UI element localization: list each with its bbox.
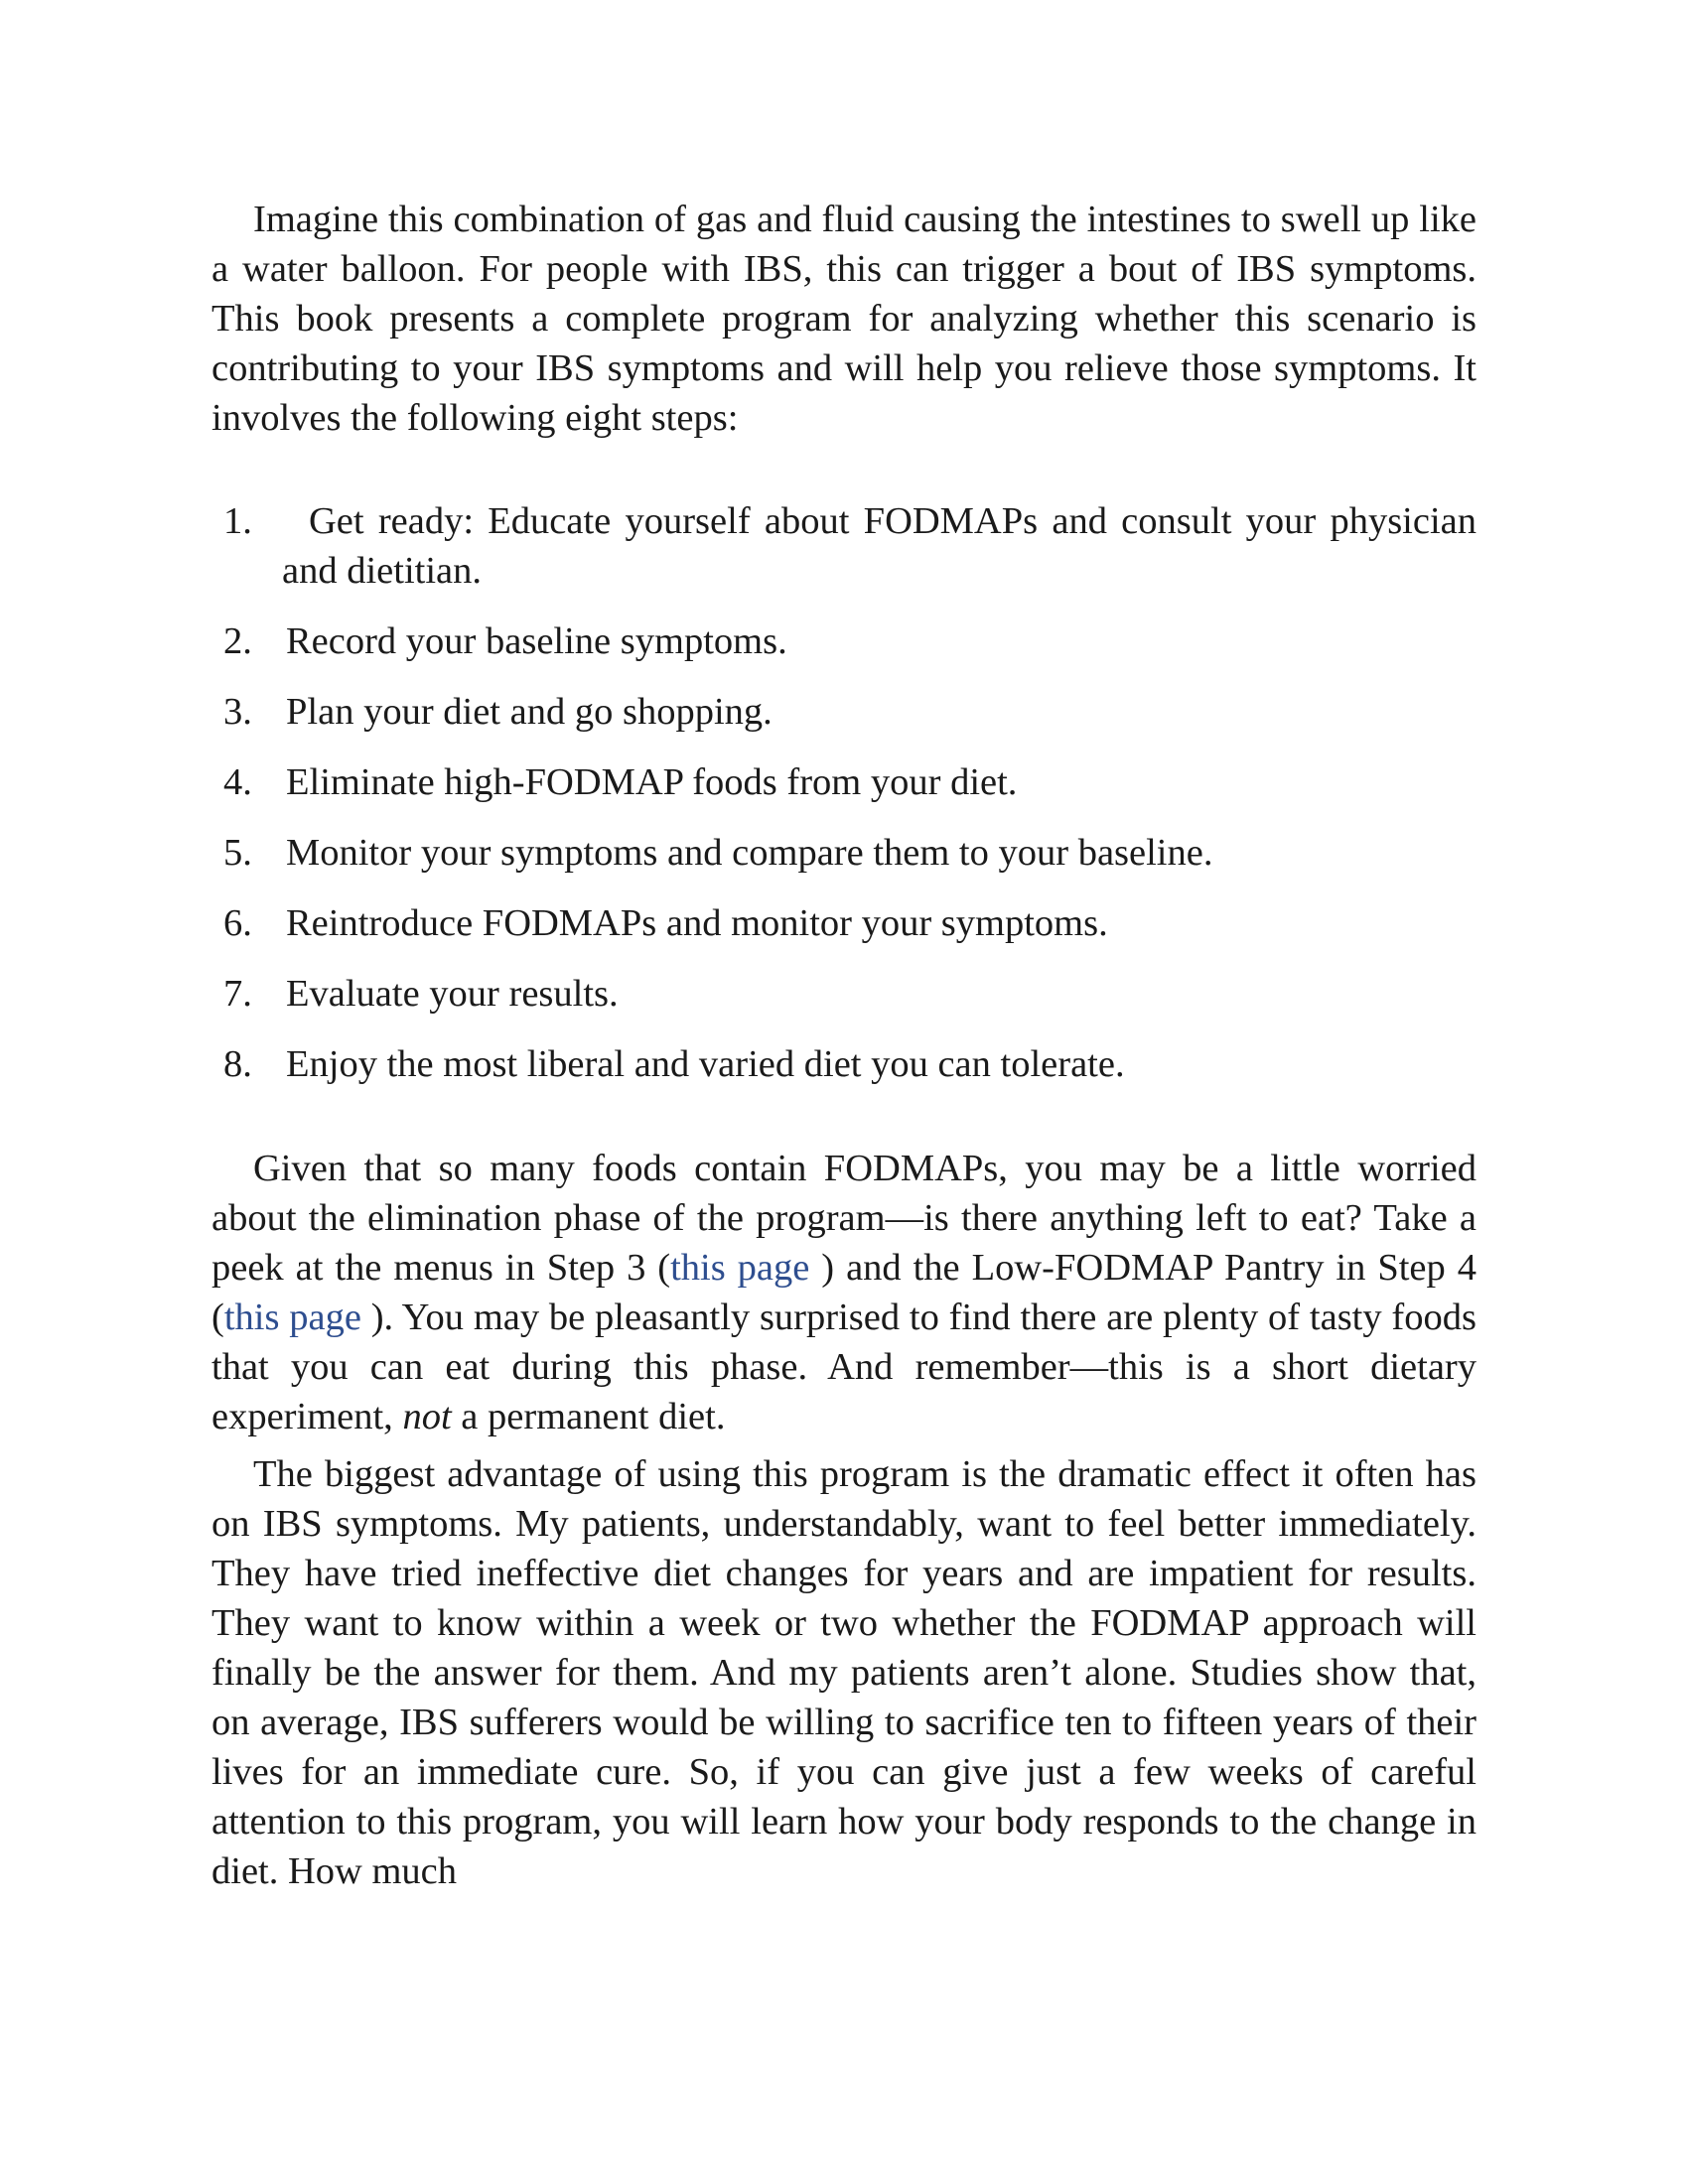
step-text: Eliminate high-FODMAP foods from your diet.	[286, 761, 1018, 803]
book-page	[211, 195, 1477, 1896]
list-item	[211, 828, 1477, 878]
step-text: Monitor your symptoms and compare them to your baseline.	[286, 832, 1213, 874]
elimination-paragraph	[211, 1144, 1477, 1441]
list-item	[211, 687, 1477, 737]
step-text: Reintroduce FODMAPs and monitor your symptoms.	[286, 902, 1108, 944]
list-item	[211, 616, 1477, 666]
step-number: 6.	[223, 902, 252, 944]
advantage-paragraph: The biggest advantage of using this program is the dramatic effect it often has on IBS symptoms. My patients, understandably, want to feel better immediately. They have tried ineffective diet changes for years and are impatient for results. They want to know within a week or two whether the FODMAP approach will finally be the answer for them. And my patients aren’t alone. Studies show that, on average, IBS sufferers would be willing to sacrifice ten to fifteen years of their lives for an immediate cure. So, if you can give just a few weeks of careful attention to this program, you will learn how your body responds to the change in diet. How much	[211, 1453, 1477, 1892]
paragraph-text: a permanent diet.	[451, 1396, 726, 1437]
paragraph-text: ). You may be pleasantly surprised to find there are plenty of tasty foods that you can eat during this phase. And remember—this is a short dietary experiment,	[211, 1297, 1477, 1437]
list-item	[211, 1039, 1477, 1089]
list-item	[211, 757, 1477, 807]
paragraph-text: ) and the Low-FODMAP Pantry in Step 4 (	[211, 1247, 1477, 1338]
intro-paragraph: Imagine this combination of gas and fluid causing the intestines to swell up like a water balloon. For people with IBS, this can trigger a bout of IBS symptoms. This book presents a complete program for analyzing whether this scenario is contributing to your IBS symptoms and will help you relieve those symptoms. It involves the following eight steps:	[211, 199, 1477, 439]
step-4-page-link[interactable]: this page	[223, 1297, 361, 1338]
emphasis-text: not	[402, 1396, 452, 1437]
step-text: Evaluate your results.	[286, 973, 619, 1015]
step-text: Get ready: Educate yourself about FODMAPs and consult your physician and dietitian.	[282, 500, 1477, 592]
paragraph-text: Given that so many foods contain FODMAPs, you may be a little worried about the elimination phase of the program—is there anything left to eat? Take a peek at the menus in Step 3 (	[211, 1148, 1477, 1289]
step-number: 4.	[223, 761, 252, 803]
step-number: 5.	[223, 832, 252, 874]
list-item	[211, 898, 1477, 948]
program-steps-list	[211, 496, 1477, 1089]
step-3-page-link[interactable]: this page	[670, 1247, 810, 1289]
step-number: 2.	[223, 620, 252, 662]
step-number: 3.	[223, 691, 252, 733]
list-item	[211, 496, 1477, 596]
step-number: 8.	[223, 1043, 252, 1085]
list-item	[211, 969, 1477, 1019]
step-number: 7.	[223, 973, 252, 1015]
step-text: Plan your diet and go shopping.	[286, 691, 773, 733]
step-text: Enjoy the most liberal and varied diet you can tolerate.	[286, 1043, 1125, 1085]
step-number: 1.	[223, 500, 252, 542]
step-text: Record your baseline symptoms.	[286, 620, 787, 662]
